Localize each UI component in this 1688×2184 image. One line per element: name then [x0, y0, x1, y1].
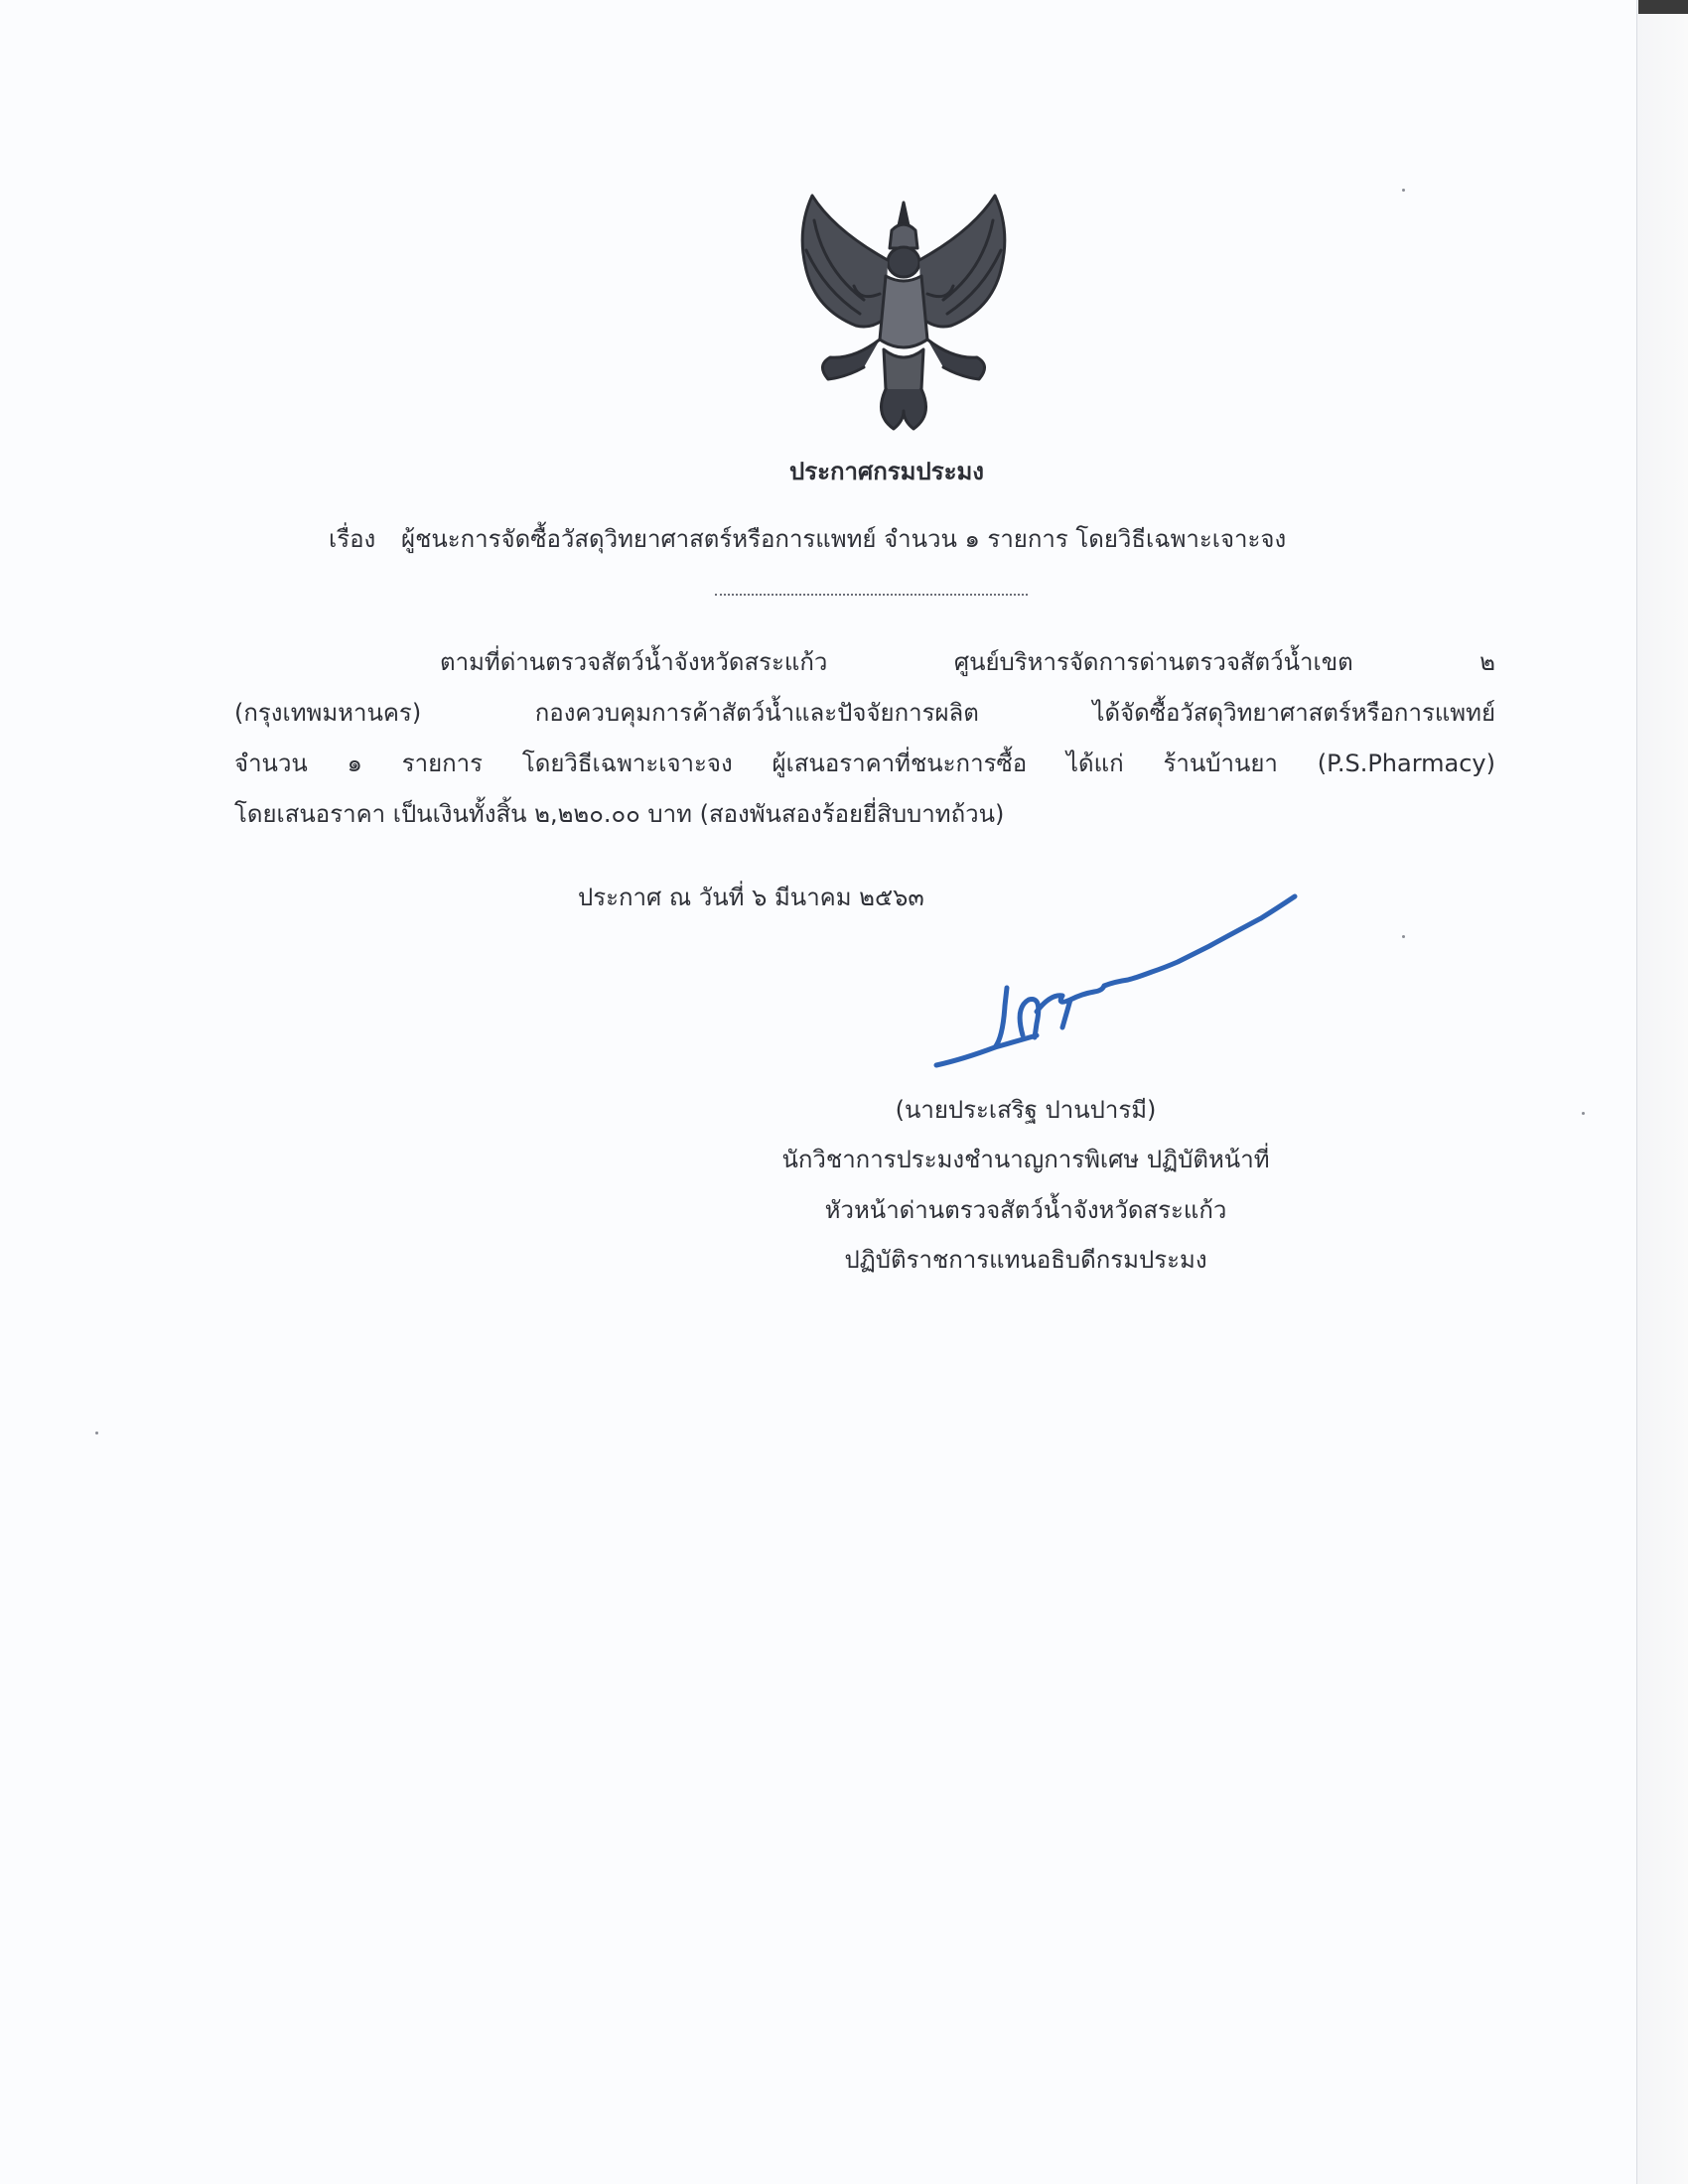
signer-position: ปฏิบัติราชการแทนอธิบดีกรมประมง [844, 1246, 1207, 1274]
body-line: (กรุงเทพมหานคร) กองควบคุมการค้าสัตว์น้ำและปัจจัยการผลิต ได้จัดซื้อวัสดุวิทยาศาสตร์หรือการแพทย์ [234, 699, 1495, 727]
scan-corner-mark [1638, 0, 1688, 14]
garuda-emblem-icon [794, 191, 1013, 437]
signer-position: หัวหน้าด่านตรวจสัตว์น้ำจังหวัดสระแก้ว [824, 1196, 1227, 1224]
signer-name: (นายประเสริฐ ปานปารมี) [895, 1096, 1157, 1124]
scan-speck [1402, 189, 1405, 192]
page-edge [1636, 0, 1688, 2184]
scan-speck [95, 1432, 98, 1434]
document-title: ประกาศกรมประมง [788, 458, 985, 485]
signer-position: นักวิชาการประมงชำนาญการพิเศษ ปฏิบัติหน้าที่ [781, 1146, 1270, 1173]
announcement-date: ประกาศ ณ วันที่ ๖ มีนาคม ๒๕๖๓ [578, 884, 924, 911]
body-line: โดยเสนอราคา เป็นเงินทั้งสิ้น ๒,๒๒๐.๐๐ บาท (สองพันสองร้อยยี่สิบบาทถ้วน) [234, 800, 1005, 828]
subject-label: เรื่อง [329, 525, 376, 553]
dotted-divider [715, 594, 1028, 596]
scan-speck [1582, 1112, 1585, 1115]
subject-text: ผู้ชนะการจัดซื้อวัสดุวิทยาศาสตร์หรือการแพทย์ จำนวน ๑ รายการ โดยวิธีเฉพาะเจาะจง [401, 525, 1287, 553]
body-line: ตามที่ด่านตรวจสัตว์น้ำจังหวัดสระแก้ว ศูนย์บริหารจัดการด่านตรวจสัตว์น้ำเขต ๒ [440, 648, 1495, 676]
body-line: จำนวน ๑ รายการ โดยวิธีเฉพาะเจาะจง ผู้เสนอราคาที่ชนะการซื้อ ได้แก่ ร้านบ้านยา (P.S.Pharmacy) [234, 750, 1495, 777]
handwritten-signature [933, 888, 1301, 1072]
scan-speck [1402, 935, 1405, 938]
